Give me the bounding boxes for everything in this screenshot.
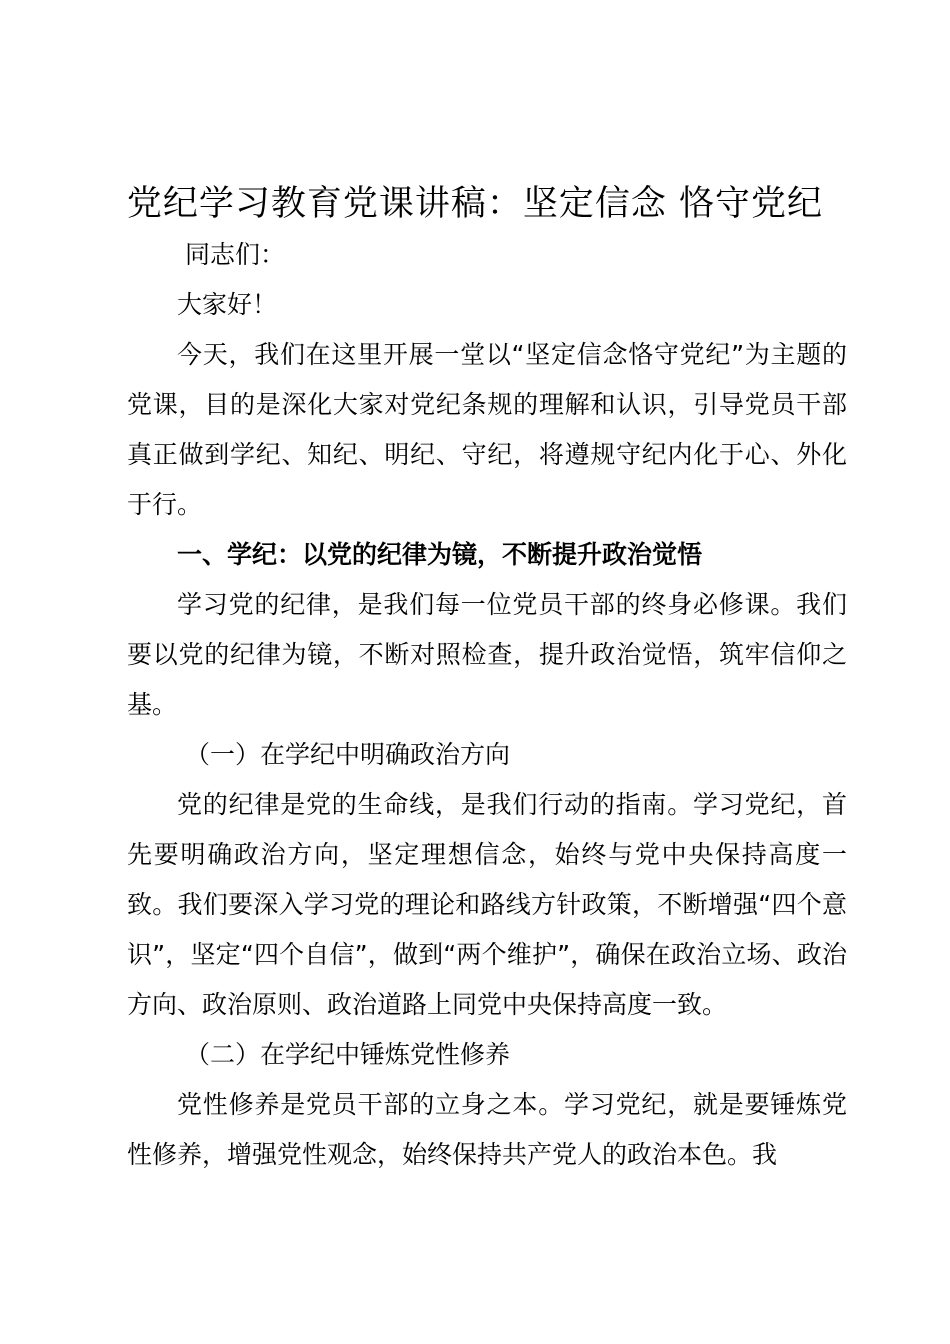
document-title: 党纪学习教育党课讲稿：坚定信念 恪守党纪 <box>126 184 824 224</box>
section-1-paragraph: 学习党的纪律，是我们每一位党员干部的终身必修课。我们要以党的纪律为镜，不断对照检查，提升政治觉悟，筑牢信仰之基。 <box>127 590 847 719</box>
subsection-heading-2: （二）在学纪中锤炼党性修养 <box>185 1040 511 1069</box>
subsection-1-paragraph: 党的纪律是党的生命线，是我们行动的指南。学习党纪，首先要明确政治方向，坚定理想信念，始终与党中央保持高度一致。我们要深入学习党的理论和路线方针政策，不断增强“四个意识”，坚定“四个自信”，做到“两个维护”，确保在政治立场、政治方向、政治原则、政治道路上同党中央保持高度一致。 <box>127 790 847 1019</box>
salutation: 同志们： <box>185 240 286 269</box>
greeting: 大家好！ <box>177 290 278 319</box>
section-heading-1: 一、学纪：以党的纪律为镜，不断提升政治觉悟 <box>177 540 703 569</box>
document-body <box>127 230 847 1180</box>
subsection-heading-1: （一）在学纪中明确政治方向 <box>185 740 511 769</box>
intro-paragraph: 今天，我们在这里开展一堂以“坚定信念恪守党纪”为主题的党课，目的是深化大家对党纪条规的理解和认识，引导党员干部真正做到学纪、知纪、明纪、守纪，将遵规守纪内化于心、外化于行。 <box>127 340 847 519</box>
subsection-2-paragraph: 党性修养是党员干部的立身之本。学习党纪，就是要锤炼党性修养，增强党性观念，始终保持共产党人的政治本色。我 <box>127 1090 847 1169</box>
